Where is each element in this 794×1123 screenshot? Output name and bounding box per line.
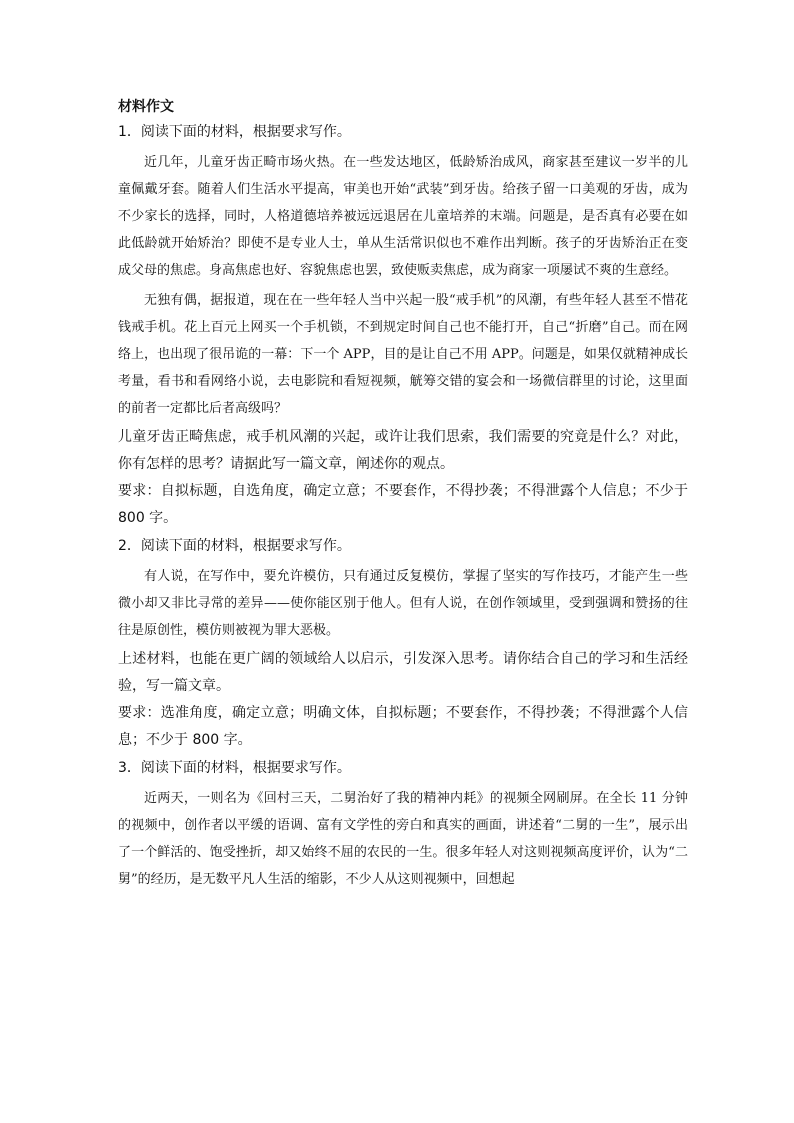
writing-prompt: 上述材料，也能在更广阔的领域给人以启示，引发深入思考。请你结合自己的学习和生活经验，写一篇文章。	[118, 651, 688, 694]
material-paragraph: 近几年，儿童牙齿正畸市场火热。在一些发达地区，低龄矫治成风，商家甚至建议一岁半的儿童佩戴牙套。随着人们生活水平提高，审美也开始“武装”到牙齿。给孩子留一口美观的牙齿，成为不少家长的选择，同时，人格道德培养被远远退居在儿童培养的末端。问题是，是否真有必要在如此低龄就开始矫治？即使不是专业人士，单从生活常识似也不难作出判断。孩子的牙齿矫治正在变成父母的焦虑。身高焦虑也好、容貌焦虑也罢，致使贩卖焦虑，成为商家一项屡试不爽的生意经。	[118, 155, 688, 278]
writing-prompt: 儿童牙齿正畸焦虑，戒手机风潮的兴起，或许让我们思索，我们需要的究竟是什么？对此，你有怎样的思考？请据此写一篇文章，阐述你的观点。	[118, 429, 688, 472]
question-1	[118, 121, 688, 532]
question-3	[118, 757, 688, 893]
writing-requirement: 要求：选准角度，确定立意；明确文体，自拟标题；不要套作，不得抄袭；不得泄露个人信息；不少于 800 字。	[118, 705, 688, 748]
material-paragraph: 近两天，一则名为《回村三天，二舅治好了我的精神内耗》的视频全网刷屏。在全长 11 分钟的视频中，创作者以平缓的语调、富有文学性的旁白和真实的画面，讲述着“二舅的一生”，展示出了一个鲜活的、饱受挫折，却又始终不屈的农民的一生。很多年轻人对这则视频高度评价，认为“二舅”的经历，是无数平凡人生活的缩影，不少人从这则视频中，回想起	[118, 791, 688, 887]
question-2	[118, 535, 688, 754]
document-page	[118, 96, 688, 893]
question-title: 3．阅读下面的材料，根据要求写作。	[118, 760, 351, 776]
material-paragraph: 有人说，在写作中，要允许模仿，只有通过反复模仿，掌握了坚实的写作技巧，才能产生一些微小却又非比寻常的差异——使你能区别于他人。但有人说，在创作领域里，受到强调和赞扬的往往是原创性，模仿则被视为罪大恶极。	[118, 569, 688, 638]
question-title: 1．阅读下面的材料，根据要求写作。	[118, 124, 351, 140]
material-paragraph: 无独有偶，据报道，现在在一些年轻人当中兴起一股“戒手机”的风潮，有些年轻人甚至不惜花钱戒手机。花上百元上网买一个手机锁，不到规定时间自己也不能打开，自己“折磨”自己。而在网络上，也出现了很吊诡的一幕：下一个 APP，目的是让自己不用 APP。问题是，如果仅就精神成长考量，看书和看网络小说，去电影院和看短视频，觥筹交错的宴会和一场微信群里的讨论，这里面的前者一定都比后者高级吗？	[118, 293, 688, 416]
question-title: 2．阅读下面的材料，根据要求写作。	[118, 538, 351, 554]
section-title: 材料作文	[118, 99, 174, 115]
writing-requirement: 要求：自拟标题，自选角度，确定立意；不要套作，不得抄袭；不得泄露个人信息；不少于 800 字。	[118, 483, 688, 526]
